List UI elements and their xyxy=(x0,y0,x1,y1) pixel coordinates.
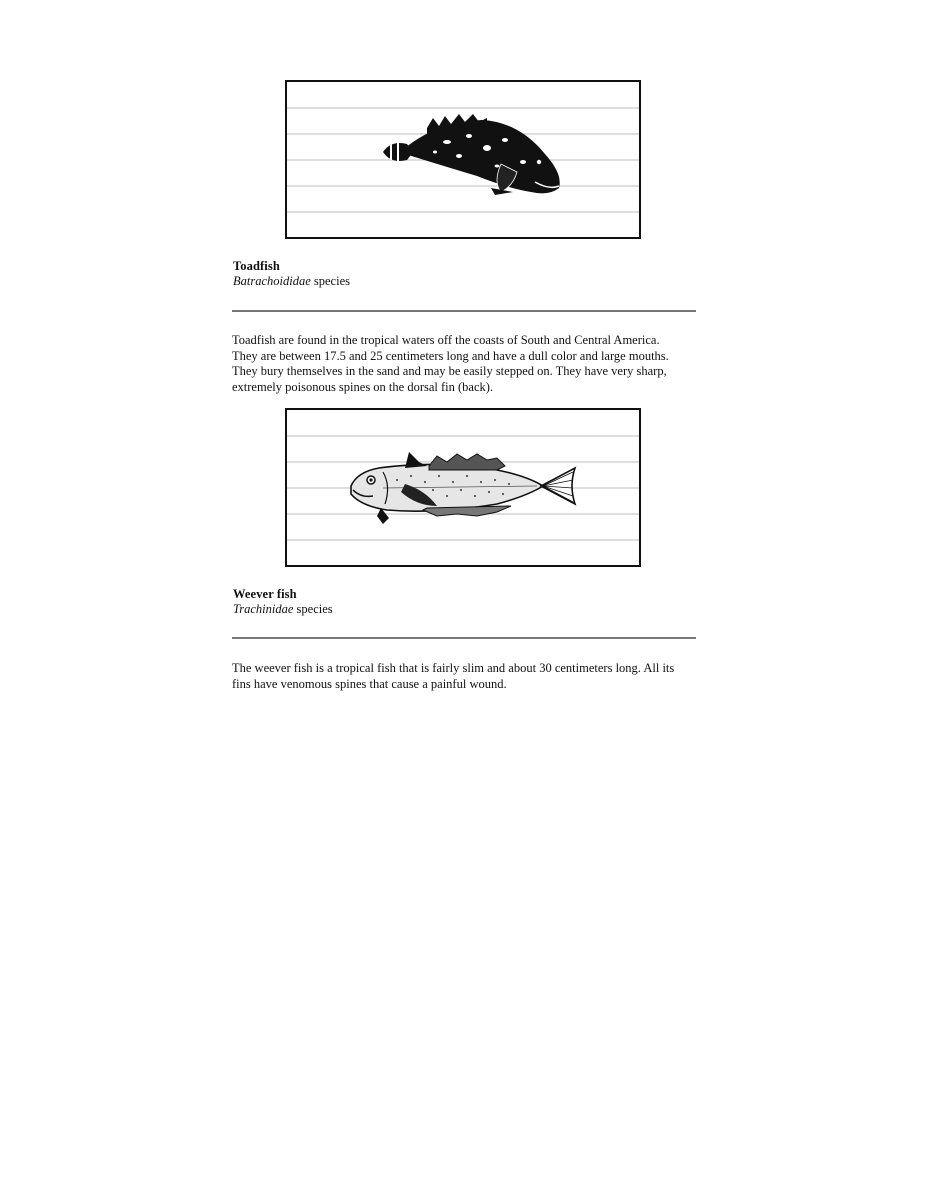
weever-fish-description xyxy=(232,661,702,692)
toadfish-description xyxy=(232,333,702,395)
toadfish-species-suffix: species xyxy=(310,274,350,288)
weever-fish-illustration xyxy=(287,410,639,565)
weever-fish-genus: Trachinidae xyxy=(233,602,294,616)
weever-fish-species-suffix: species xyxy=(293,602,333,616)
description-line: fins have venomous spines that cause a painful wound. xyxy=(232,676,507,691)
weever-fish-figure xyxy=(285,408,641,567)
toadfish-illustration xyxy=(287,82,639,237)
toadfish-scientific-name xyxy=(233,274,350,289)
description-line: Toadfish are found in the tropical waters off the coasts of South and Central America. xyxy=(232,333,660,347)
toadfish-figure xyxy=(285,80,641,239)
description-line: extremely poisonous spines on the dorsal fin (back). xyxy=(232,379,494,394)
weever-fish-scientific-name xyxy=(233,602,333,617)
description-line: The weever fish is a tropical fish that is fairly slim and about 30 centimeters long. All its xyxy=(232,661,675,675)
section-divider xyxy=(232,310,696,312)
description-line: They bury themselves in the sand and may be easily stepped on. They have very sharp, xyxy=(232,364,667,378)
weever-fish-title: Weever fish xyxy=(233,587,297,601)
section-divider xyxy=(232,637,696,639)
toadfish-genus: Batrachoididae xyxy=(233,274,311,288)
description-line: They are between 17.5 and 25 centimeters long and have a dull color and large mouths. xyxy=(232,348,669,363)
toadfish-title: Toadfish xyxy=(233,259,280,273)
